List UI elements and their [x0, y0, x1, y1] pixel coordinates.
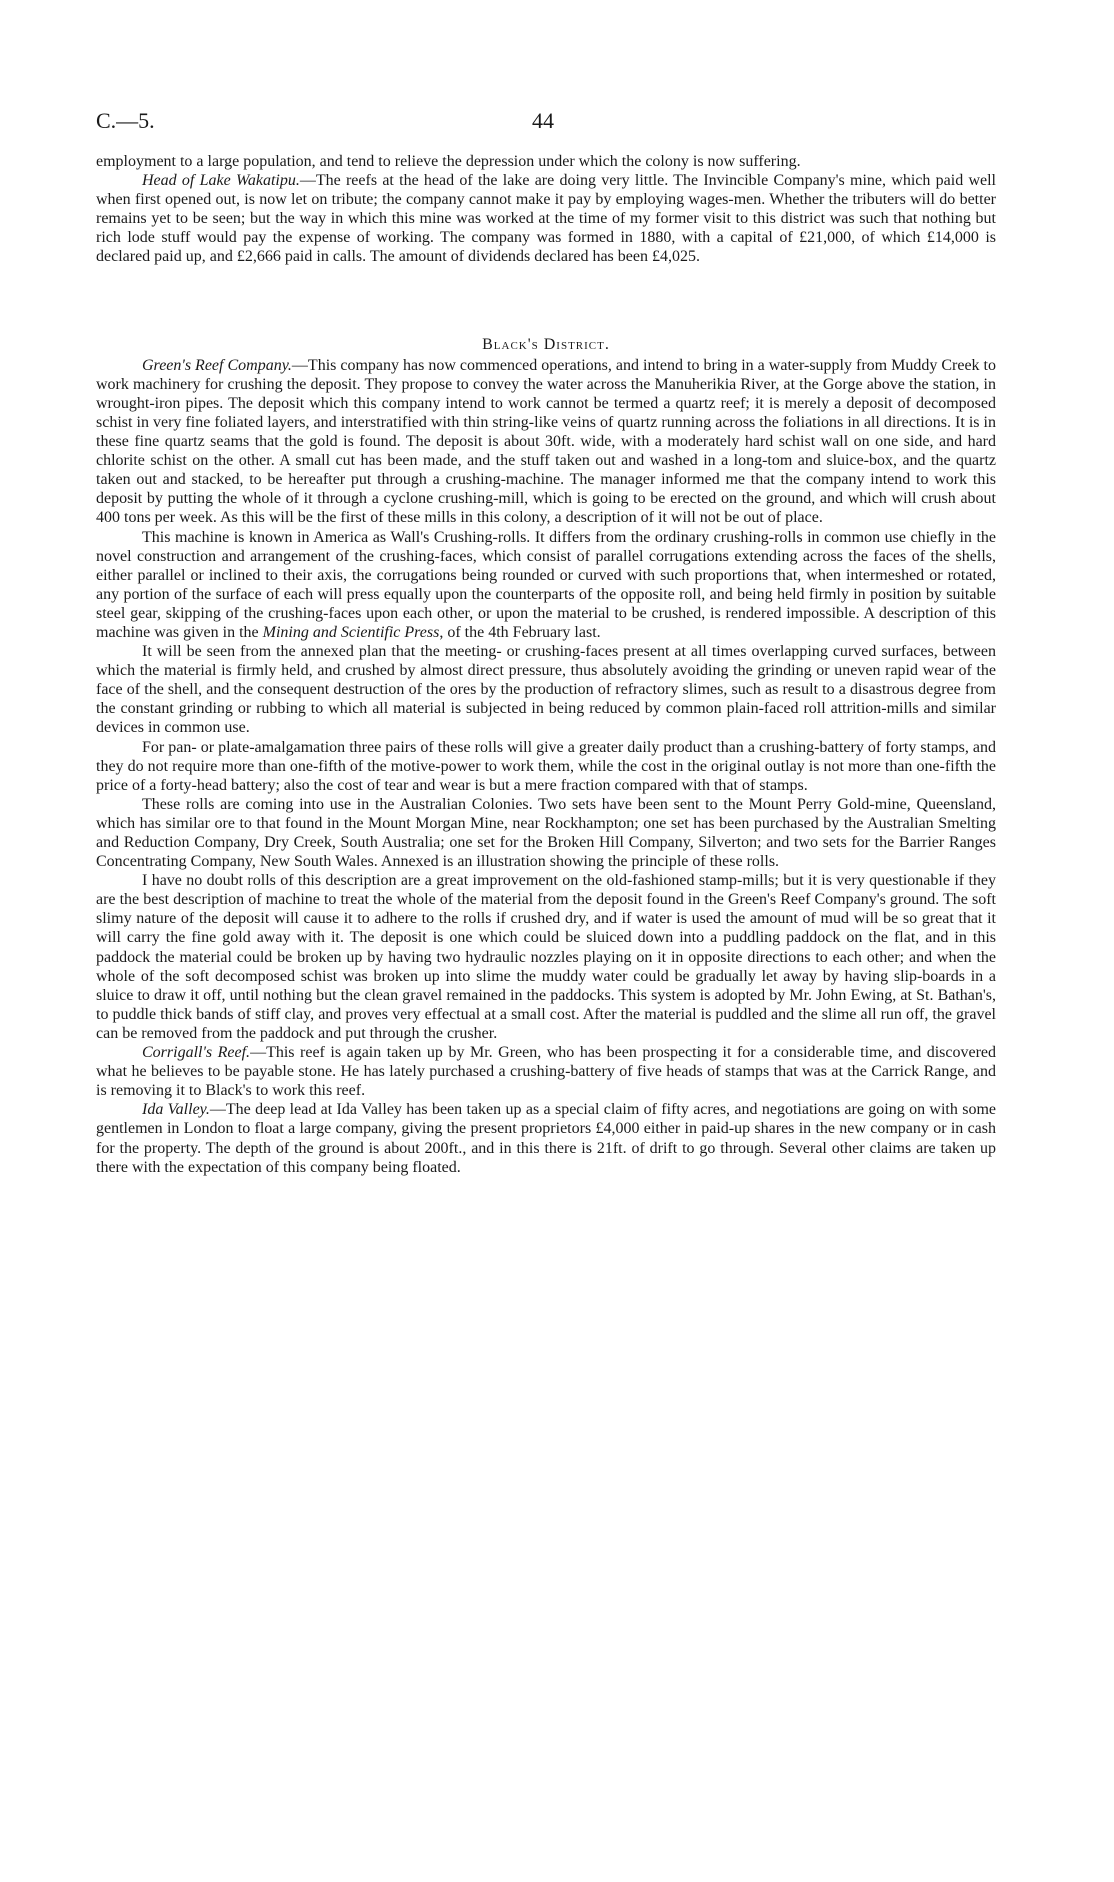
paragraph-text: This machine is known in America as Wall's Crushing-rolls. It differs from the ordinary crushing-rolls in common use chiefly in the novel construction and arrangement of the crushing-faces, which consist of parallel corrugations extending across the faces of the shells, either parallel or inclined to their axis, the corrugations being rounded or curved with such proportions that, when intermeshed or rotated, any portion of the surface of each will press equally upon the counterparts of the opposite roll, and being held firmly in position by suitable steel gear, skipping of the crushing-faces upon each other, or upon the material to be crushed, is rendered impossible. A description of this machine was given in the: [96, 528, 996, 641]
document-code: C.—5.: [96, 108, 155, 133]
body-text: [96, 152, 996, 1177]
paragraph-title: Corrigall's Reef.: [142, 1044, 251, 1062]
paragraph-australian-colonies: These rolls are coming into use in the Australian Colonies. Two sets have been sent to the Mount Perry Gold-mine, Queensland, which has similar ore to that found in the Mount Morgan Mine, near Rockhampton; one set has been purchased by the Australian Smelting and Reduction Company, Dry Creek, South Australia; one set for the Broken Hill Company, Silverton; and two sets for the Barrier Ranges Concentrating Company, New South Wales. Annexed is an illustration showing the principle of these rolls.: [96, 795, 996, 871]
paragraph-continuation: employment to a large population, and tend to relieve the depression under which the colony is now suffering.: [96, 153, 801, 170]
paragraph-ida-valley: [96, 1100, 996, 1176]
paragraph-title: Ida Valley.: [142, 1101, 210, 1119]
paragraph-text: —This company has now commenced operations, and intend to bring in a water-supply from Muddy Creek to work machinery for crushing the deposit. They propose to convey the water across the Manuherikia River, at the Gorge above the station, in wrought-iron pipes. The deposit which this company intend to work cannot be termed a quartz reef; it is merely a deposit of decomposed schist in very fine foliated layers, and interstratified with thin string-like veins of quartz running across the foliations in all directions. It is in these fine quartz seams that the gold is found. The deposit is about 30ft. wide, with a moderately hard schist wall on one side, and hard chlorite schist on the other. A small cut has been made, and the stuff taken out and washed in a long-tom and sluice-box, and the quartz taken out and stacked, to be hereafter put through a crushing-machine. The manager informed me that the company intend to work this deposit by putting the whole of it through a cyclone crushing-mill, which is going to be erected on the ground, and which will crush about 400 tons per week. As this will be the first of these mills in this colony, a description of it will not be out of place.: [96, 356, 997, 527]
paragraph-amalgamation: For pan- or plate-amalgamation three pairs of these rolls will give a greater daily product than a crushing-battery of forty stamps, and they do not require more than one-fifth of the motive-power to work them, while the cost in the original outlay is not more than one-fifth the price of a forty-head battery; also the cost of tear and wear is but a mere fraction compared with that of stamps.: [96, 738, 996, 794]
paragraph-text: —The deep lead at Ida Valley has been taken up as a special claim of fifty acres, and negotiations are going on with some gentlemen in London to float a large company, giving the present proprietors £4,000 either in paid-up shares in the new company or in cash for the property. The depth of the ground is about 200ft., and in this there is 21ft. of drift to go through. Several other claims are taken up there with the expectation of this company being floated.: [96, 1101, 996, 1176]
paragraph-greens-reef: [96, 356, 996, 528]
paragraph-text: —The reefs at the head of the lake are doing very little. The Invincible Company's mine, which paid well when first opened out, is now let on tribute; the company cannot make it pay by employing wages-men. Whether the tributers will do better remains yet to be seen; but the way in which this mine was worked at the time of my former visit to this district was such that nothing but rich lode stuff would pay the expense of working. The company was formed in 1880, with a capital of £21,000, of which £14,000 is declared paid up, and £2,666 paid in calls. The amount of dividends declared has been £4,025.: [96, 172, 997, 266]
paragraph-title: Head of Lake Wakatipu.: [142, 172, 300, 190]
page-header: [96, 108, 996, 138]
paragraph-opinion: I have no doubt rolls of this description are a great improvement on the old-fashioned stamp-mills; but it is very questionable if they are the best description of machine to treat the whole of the material from the deposit found in the Green's Reef Company's ground. The soft slimy nature of the deposit will cause it to adhere to the rolls if crushed dry, and if water is used the amount of mud will be so great that it will carry the fine gold away with it. The deposit is one which could be sluiced down into a puddling paddock on the flat, and in this paddock the material could be broken up by having two hydraulic nozzles playing on it in opposite directions to each other; and when the whole of the soft decomposed schist was broken up into slime the muddy water could be gradually let away by having slip-boards in a sluice to draw it off, until nothing but the clean gravel remained in the paddocks. This system is adopted by Mr. John Ewing, at St. Bathan's, to puddle thick bands of stiff clay, and proves very effectual at a small cost. After the material is puddled and the slime all run off, the gravel can be removed from the paddock and put through the crusher.: [96, 872, 996, 1042]
paragraph-lake-wakatipu: [96, 171, 996, 266]
paragraph-annexed-plan: It will be seen from the annexed plan that the meeting- or crushing-faces present at all times overlapping curved surfaces, between which the material is firmly held, and crushed by almost direct pressure, thus absolutely avoiding the grinding or uneven rapid wear of the face of the shell, and the consequent destruction of the ores by the production of refractory slimes, such as result to a disastrous degree from the constant grinding or rubbing to which all material is subjected in being reduced by common plain-faced roll attrition-mills and similar devices in common use.: [96, 643, 996, 737]
paragraph-corrigalls-reef: [96, 1043, 996, 1100]
paragraph-title: Green's Reef Company.: [142, 356, 292, 374]
journal-title: Mining and Scientific Press: [262, 623, 440, 641]
paragraph-crushing-rolls: [96, 528, 996, 643]
section-heading: Black's District.: [482, 335, 610, 353]
page-number: 44: [532, 108, 554, 133]
paragraph-text: , of the 4th February last.: [439, 623, 601, 641]
paragraph-text: —This reef is again taken up by Mr. Green, who has been prospecting it for a considerable time, and discovered what he believes to be payable stone. He has lately purchased a crushing-battery of five heads of stamps that was at the Carrick Range, and is removing it to Black's to work this reef.: [96, 1044, 997, 1100]
